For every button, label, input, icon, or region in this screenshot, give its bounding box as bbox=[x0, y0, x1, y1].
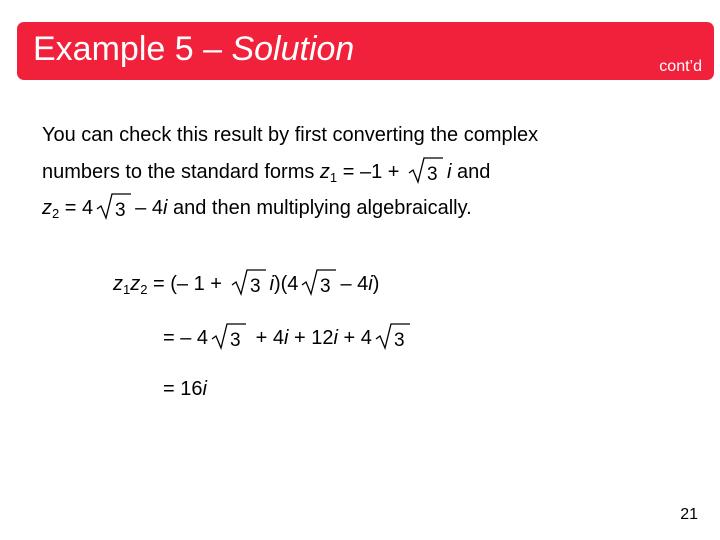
continued-label: cont’d bbox=[659, 58, 702, 75]
work-line-3: = 16i bbox=[163, 378, 207, 400]
sqrt-3-symbol bbox=[231, 268, 267, 296]
sqrt-3-symbol bbox=[375, 322, 411, 350]
page-number: 21 bbox=[680, 506, 698, 523]
svg-text:3: 3 bbox=[249, 276, 261, 296]
svg-text:3: 3 bbox=[393, 330, 405, 350]
sqrt-3-symbol bbox=[301, 268, 337, 296]
svg-text:3: 3 bbox=[115, 200, 126, 220]
svg-text:3: 3 bbox=[320, 276, 332, 296]
slide-title: Example 5 – Solution bbox=[33, 30, 355, 68]
sqrt-3-symbol bbox=[211, 322, 247, 350]
title-bar bbox=[17, 22, 714, 80]
svg-text:3: 3 bbox=[230, 330, 241, 350]
paragraph-line-1: You can check this result by first converting the complex bbox=[42, 124, 539, 146]
svg-text:3: 3 bbox=[427, 164, 438, 184]
sqrt-3-symbol bbox=[408, 156, 444, 184]
work-line-1: $z_1z_2$ = (– 1 + 3 i)(4 3 – 4i) bbox=[113, 268, 379, 296]
paragraph-line-3: $z_2 = 4$ 3 – 4i and then multiplying algebraically. bbox=[42, 192, 472, 220]
work-line-2: = – 4 3 + 4i + 12i + 4 3 bbox=[163, 322, 414, 350]
sqrt-3-symbol bbox=[96, 192, 132, 220]
paragraph-line-2: numbers to the standard forms $z_1 = -1$ + 3 i and bbox=[42, 156, 490, 184]
